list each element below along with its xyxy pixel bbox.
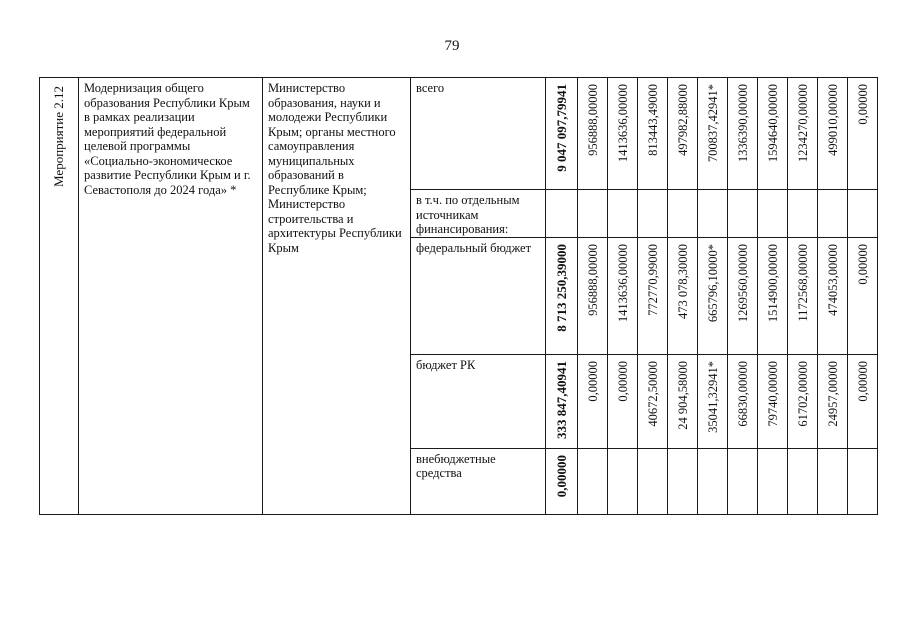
value-cell [818,237,848,354]
source-cell [411,190,546,238]
value-cell [848,78,878,190]
value-cell [638,448,668,514]
table-row [40,78,878,190]
year-value: 24 904,58000 [675,360,690,430]
total-cell [546,190,578,238]
value-cell [608,448,638,514]
total-value: 8 713 250,39000 [553,243,569,332]
value-cell [698,448,728,514]
value-cell [578,190,608,238]
total-cell [546,354,578,448]
year-value: 1234270,00000 [795,84,810,163]
value-cell [728,354,758,448]
activity-label-cell [40,78,79,515]
funding-source: бюджет РК [416,357,476,372]
year-value: 1172568,00000 [795,243,810,322]
source-cell [411,448,546,514]
value-cell [818,78,848,190]
responsible-executors: Министерство образования, науки и молодежи Республики Крым; органы местного самоуправления муниципальных образований в Республике Крым; Министерство строительства и архитектуры Республики Крым [268,81,402,255]
activity-name: Модернизация общего образования Республики Крым в рамках реализации мероприятий федеральной целевой программы «Социально-экономическое развитие Республики Крым и г. Севастополя до 2024 года» * [84,81,251,197]
value-cell [668,190,698,238]
source-cell [411,78,546,190]
year-value: 772770,99000 [645,243,660,316]
year-value: 0,00000 [855,84,870,125]
year-value: 0,00000 [855,360,870,402]
value-cell [788,354,818,448]
total-cell [546,78,578,190]
year-value: 665796,10000* [705,243,720,322]
value-cell [668,237,698,354]
year-value: 61702,00000 [795,360,810,427]
value-cell [728,190,758,238]
value-cell [758,448,788,514]
total-cell [546,448,578,514]
value-cell [668,448,698,514]
value-cell [818,448,848,514]
value-cell [608,354,638,448]
year-value: 956888,00000 [585,243,600,316]
source-cell [411,237,546,354]
value-cell [698,190,728,238]
year-value: 24957,00000 [825,360,840,427]
source-cell [411,354,546,448]
value-cell [608,237,638,354]
value-cell [818,190,848,238]
value-cell [788,78,818,190]
year-value: 35041,32941* [705,360,720,433]
funding-source: всего [416,81,445,95]
value-cell [728,448,758,514]
value-cell [578,448,608,514]
year-value: 1514900,00000 [765,243,780,322]
year-value: 0,00000 [585,360,600,402]
value-cell [848,237,878,354]
value-cell [758,237,788,354]
funding-source: внебюджетные средства [416,451,496,480]
value-cell [638,190,668,238]
value-cell [608,78,638,190]
value-cell [758,190,788,238]
value-cell [578,354,608,448]
value-cell [848,354,878,448]
value-cell [698,78,728,190]
year-value: 1336390,00000 [735,84,750,163]
page-number: 79 [444,38,460,54]
value-cell [698,354,728,448]
value-cell [668,354,698,448]
responsible-cell [263,78,411,515]
year-value: 1413636,00000 [615,243,630,322]
value-cell [848,190,878,238]
funding-source: федеральный бюджет [416,240,532,255]
value-cell [578,237,608,354]
value-cell [638,78,668,190]
year-value: 0,00000 [615,360,630,402]
value-cell [788,190,818,238]
total-value: 333 847,40941 [553,360,569,439]
value-cell [788,237,818,354]
value-cell [728,78,758,190]
total-value: 0,00000 [553,454,569,497]
funding-source: в т.ч. по отдельным источникам финансирования: [416,193,520,236]
year-value: 40672,50000 [645,360,660,427]
year-value: 0,00000 [855,243,870,285]
year-value: 474053,00000 [825,243,840,316]
budget-table [39,77,878,515]
year-value: 473 078,30000 [675,243,690,319]
year-value: 497982,88000 [675,84,690,156]
value-cell [758,354,788,448]
year-value: 1594640,00000 [765,84,780,163]
value-cell [638,237,668,354]
value-cell [728,237,758,354]
total-cell [546,237,578,354]
value-cell [668,78,698,190]
value-cell [818,354,848,448]
year-value: 1413636,00000 [615,84,630,163]
value-cell [638,354,668,448]
year-value: 700837,42941* [705,84,720,163]
value-cell [848,448,878,514]
year-value: 813443,49000 [645,84,660,156]
activity-name-cell [79,78,263,515]
value-cell [758,78,788,190]
year-value: 956888,00000 [585,84,600,156]
value-cell [608,190,638,238]
value-cell [578,78,608,190]
value-cell [788,448,818,514]
activity-label: Мероприятие 2.12 [50,86,66,187]
year-value: 1269560,00000 [735,243,750,322]
year-value: 79740,00000 [765,360,780,427]
year-value: 499010,00000 [825,84,840,156]
value-cell [698,237,728,354]
total-value: 9 047 097,79941 [553,84,569,172]
year-value: 66830,00000 [735,360,750,427]
